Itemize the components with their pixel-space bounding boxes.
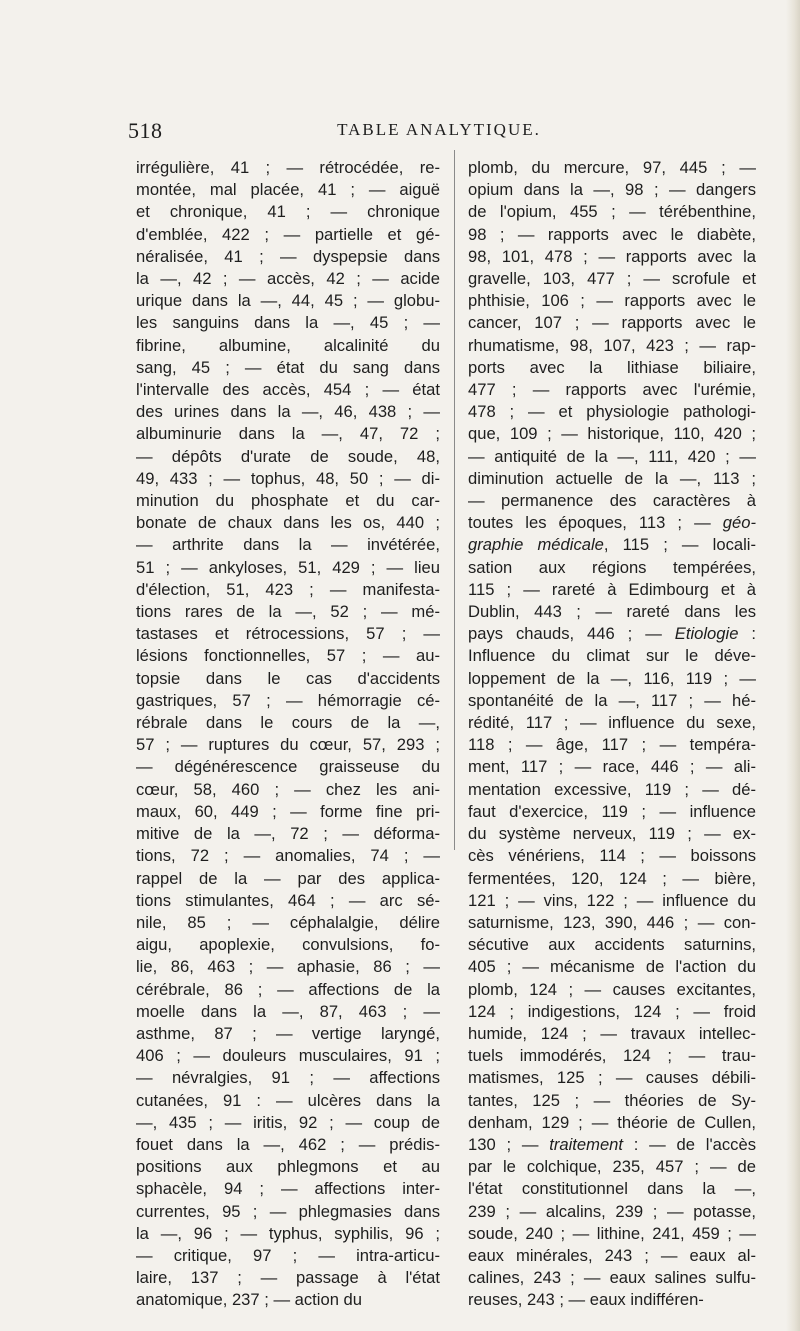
index-line: de l'opium, 455 ; — térébenthine, [468,202,756,222]
index-line: fermentées, 120, 124 ; — bière, [468,868,756,888]
index-line: moelle dans la —, 87, 463 ; — [136,1001,440,1021]
index-line: rappel de la — par des applica- [136,868,440,888]
index-line: — antiquité de la —, 111, 420 ; — [468,446,756,466]
index-line: eaux minérales, 243 ; — eaux al- [468,1245,756,1265]
index-line: 115 ; — rareté à Edimbourg et à [468,579,756,599]
index-line: irrégulière, 41 ; — rétrocédée, re- [136,158,440,177]
index-line: 98 ; — rapports avec le diabète, [468,224,756,244]
index-line: lésions fonctionnelles, 57 ; — au- [136,646,440,666]
index-line: 57 ; — ruptures du cœur, 57, 293 ; [136,735,440,755]
index-line: 124 ; indigestions, 124 ; — froid [468,1001,756,1021]
index-line: diminution actuelle de la —, 113 ; [468,468,756,488]
index-line: — dégénérescence graisseuse du [136,757,440,777]
index-line: tions rares de la —, 52 ; — mé- [136,602,440,622]
index-line: l'intervalle des accès, 454 ; — état [136,380,440,400]
index-line: la —, 96 ; — typhus, syphilis, 96 ; [136,1223,440,1243]
index-line: ment, 117 ; — race, 446 ; — ali- [468,757,756,777]
index-line: denham, 129 ; — théorie de Cullen, [468,1112,756,1132]
index-line: toutes les époques, 113 ; — géo- [468,513,756,533]
index-line: 49, 433 ; — tophus, 48, 50 ; — di- [136,468,440,488]
index-line: néralisée, 41 ; — dyspepsie dans [136,246,440,266]
index-line: lie, 86, 463 ; — aphasie, 86 ; — [136,957,440,977]
index-line: 239 ; — alcalins, 239 ; — potasse, [468,1201,756,1221]
index-line: cœur, 58, 460 ; — chez les ani- [136,779,440,799]
index-line: —, 435 ; — iritis, 92 ; — coup de [136,1112,440,1132]
running-title: TABLE ANALYTIQUE. [337,120,541,139]
index-line: pays chauds, 446 ; — Etiologie : [468,624,756,644]
page-header [128,118,720,148]
index-line: calines, 243 ; — eaux salines sulfu- [468,1268,756,1288]
index-line: plomb, du mercure, 97, 445 ; — [468,158,756,177]
index-line: cancer, 107 ; — rapports avec le [468,313,756,333]
index-line: — permanence des caractères à [468,491,756,511]
index-line: urique dans la —, 44, 45 ; — globu- [136,291,440,311]
index-line: montée, mal placée, 41 ; — aiguë [136,180,440,200]
index-line: opium dans la —, 98 ; — dangers [468,180,756,200]
index-line: positions aux phlegmons et au [136,1157,440,1177]
index-line: rébrale dans le cours de la —, [136,713,440,733]
index-line: faut d'exercice, 119 ; — influence [468,801,756,821]
index-line: tuels immodérés, 124 ; — trau- [468,1046,756,1066]
index-line: sphacèle, 94 ; — affections inter- [136,1179,440,1199]
index-line: 121 ; — vins, 122 ; — influence du [468,890,756,910]
index-line: que, 109 ; — historique, 110, 420 ; [468,424,756,444]
index-line: et chronique, 41 ; — chronique [136,202,440,222]
index-line: sécutive aux accidents saturnins, [468,935,756,955]
index-line: nile, 85 ; — céphalalgie, délire [136,912,440,932]
index-line: fouet dans la —, 462 ; — prédis- [136,1134,440,1154]
index-line: matismes, 125 ; — causes débili- [468,1068,756,1088]
index-line: bonate de chaux dans les os, 440 ; [136,513,440,533]
index-line: sang, 45 ; — état du sang dans [136,357,440,377]
index-line: reuses, 243 ; — eaux indifféren- [468,1290,704,1310]
index-line: gravelle, 103, 477 ; — scrofule et [468,269,756,289]
index-line: topsie dans le cas d'accidents [136,668,440,688]
index-line: sation aux régions tempérées, [468,557,756,577]
index-line: maux, 60, 449 ; — forme fine pri- [136,801,440,821]
index-line: la —, 42 ; — accès, 42 ; — acide [136,269,440,289]
index-line: ports avec la lithiase biliaire, [468,357,756,377]
page-number: 518 [128,118,163,143]
index-line: les sanguins dans la —, 45 ; — [136,313,440,333]
index-line: 405 ; — mécanisme de l'action du [468,957,756,977]
index-line: par le colchique, 235, 457 ; — de [468,1157,756,1177]
index-line: 130 ; — traitement : — de l'accès [468,1134,756,1154]
index-line: l'état constitutionnel dans la —, [468,1179,756,1199]
index-line: gastriques, 57 ; — hémorragie cé- [136,690,440,710]
index-line: 406 ; — douleurs musculaires, 91 ; [136,1046,440,1066]
index-line: albuminurie dans la —, 47, 72 ; [136,424,440,444]
index-line: tions stimulantes, 464 ; — arc sé- [136,890,440,910]
index-line: — critique, 97 ; — intra-articu- [136,1245,440,1265]
index-line: saturnisme, 123, 390, 446 ; — con- [468,912,756,932]
page-edge-shadow [786,0,800,1331]
index-line: — dépôts d'urate de soude, 48, [136,446,440,466]
index-line: laire, 137 ; — passage à l'état [136,1268,440,1288]
index-line: cutanées, 91 : — ulcères dans la [136,1090,440,1110]
index-line: Dublin, 443 ; — rareté dans les [468,602,756,622]
index-line: 98, 101, 478 ; — rapports avec la [468,246,756,266]
index-line: — névralgies, 91 ; — affections [136,1068,440,1088]
index-line: mentation excessive, 119 ; — dé- [468,779,756,799]
index-line: 478 ; — et physiologie pathologi- [468,402,756,422]
index-line: spontanéité de la —, 117 ; — hé- [468,690,756,710]
index-line: soude, 240 ; — lithine, 241, 459 ; — [468,1223,756,1243]
index-line: plomb, 124 ; — causes excitantes, [468,979,756,999]
index-line: asthme, 87 ; — vertige laryngé, [136,1023,440,1043]
index-line: minution du phosphate et du car- [136,491,440,511]
index-column-left [136,157,440,1312]
index-line: 51 ; — ankyloses, 51, 429 ; — lieu [136,557,440,577]
index-line: cérébrale, 86 ; — affections de la [136,979,440,999]
index-line: des urines dans la —, 46, 438 ; — [136,402,440,422]
index-line: graphie médicale, 115 ; — locali- [468,535,756,555]
index-line: tions, 72 ; — anomalies, 74 ; — [136,846,440,866]
index-line: — arthrite dans la — invétérée, [136,535,440,555]
index-line: d'emblée, 422 ; — partielle et gé- [136,224,440,244]
index-line: currentes, 95 ; — phlegmasies dans [136,1201,440,1221]
index-line: anatomique, 237 ; — action du [136,1290,363,1310]
column-divider [454,150,455,850]
index-line: loppement de la —, 116, 119 ; — [468,668,756,688]
index-line: fibrine, albumine, alcalinité du [136,335,440,355]
index-line: aigu, apoplexie, convulsions, fo- [136,935,440,955]
index-line: tastases et rétrocessions, 57 ; — [136,624,440,644]
index-line: tantes, 125 ; — théories de Sy- [468,1090,756,1110]
index-line: humide, 124 ; — travaux intellec- [468,1023,756,1043]
index-column-right [468,157,756,1312]
index-line: 118 ; — âge, 117 ; — tempéra- [468,735,756,755]
index-line: d'élection, 51, 423 ; — manifesta- [136,579,440,599]
index-line: mitive de la —, 72 ; — déforma- [136,824,440,844]
index-line: phthisie, 106 ; — rapports avec le [468,291,756,311]
index-line: 477 ; — rapports avec l'urémie, [468,380,756,400]
index-line: Influence du climat sur le déve- [468,646,756,666]
index-line: rhumatisme, 98, 107, 423 ; — rap- [468,335,756,355]
index-line: cès vénériens, 114 ; — boissons [468,846,756,866]
index-line: du système nerveux, 119 ; — ex- [468,824,756,844]
index-line: rédité, 117 ; — influence du sexe, [468,713,756,733]
